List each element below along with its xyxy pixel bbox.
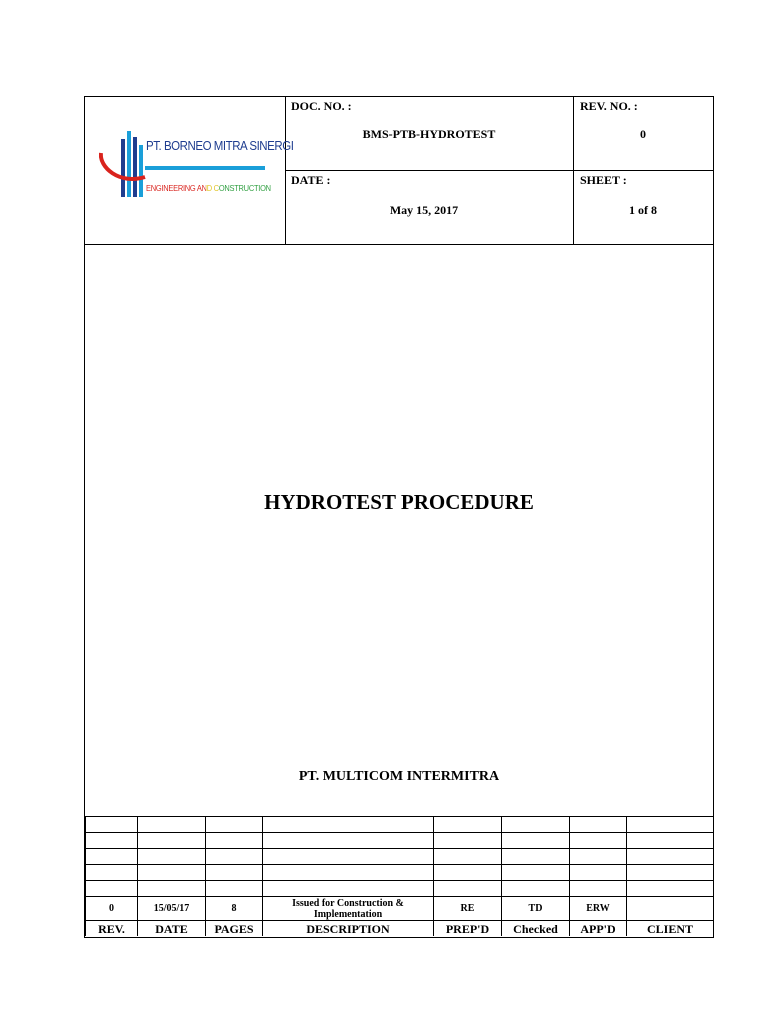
company-logo [99,127,294,213]
date-value: May 15, 2017 [389,203,459,217]
revision-table [85,816,714,936]
table-row [86,881,714,897]
doc-no-value: BMS-PTB-HYDROTEST [362,127,496,141]
table-row [86,817,714,833]
date-label: DATE : [291,173,331,187]
header-checked: Checked [502,921,570,937]
header-date: DATE [138,921,206,937]
document-title: HYDROTEST PROCEDURE [264,490,534,514]
rev-no-value: 0 [640,127,646,141]
header-prepd: PREP'D [434,921,502,937]
header-pages: PAGES [206,921,263,937]
header-description: DESCRIPTION [263,921,434,937]
table-header-row [86,921,714,937]
header-rev: REV. [86,921,138,937]
company-tagline-text: ENGINEERING AND CONSTRUCTION [146,183,271,193]
client-name: PT. MULTICOM INTERMITRA [298,769,500,784]
date-cell: 15/05/17 [138,897,206,921]
rev-no-label: REV. NO. : [580,99,638,113]
header-mid-rule [285,170,713,171]
rev-cell: 0 [86,897,138,921]
table-row [86,897,714,921]
sheet-label: SHEET : [580,173,627,187]
revision-table-body [86,817,714,937]
checked-cell: TD [502,897,570,921]
header-divider-2 [573,97,574,245]
prepd-cell: RE [434,897,502,921]
doc-no-label: DOC. NO. : [291,99,352,113]
appd-cell: ERW [570,897,627,921]
sheet-value: 1 of 8 [629,203,657,217]
header-divider-1 [285,97,286,245]
header-appd: APP'D [570,921,627,937]
table-row [86,865,714,881]
table-row [86,849,714,865]
client-cell [627,897,714,921]
document-page [84,96,714,938]
company-name: PT. BORNEO MITRA SINERGI [146,139,294,153]
company-tagline [146,183,271,193]
header-client: CLIENT [627,921,714,937]
table-row [86,833,714,849]
header-bottom-rule [85,244,713,245]
pages-cell: 8 [206,897,263,921]
description-cell: Issued for Construction & Implementation [263,897,434,921]
